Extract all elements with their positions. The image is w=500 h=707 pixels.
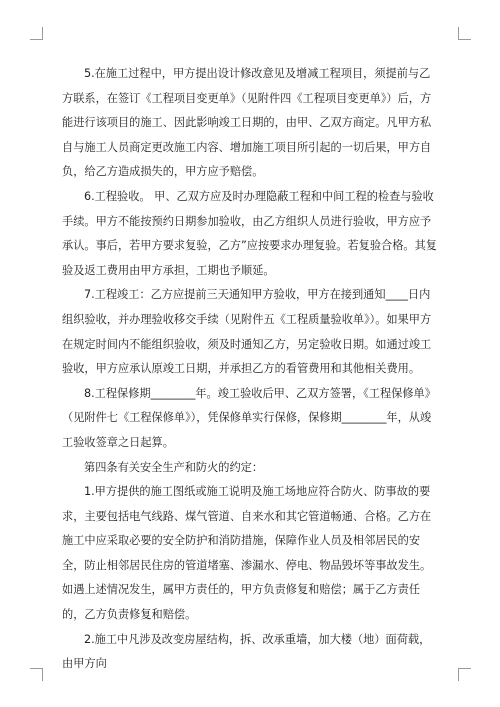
clause-7-completion: 7.工程竣工：乙方应提前三天通知甲方验收，甲方在接到通知____日内组织验收，并办理验收移交手续（见附件五《工程质量验收单》）。如果甲方在规定时间内不能组织验收，须及时通知乙方，另定验收日期。如通过竣工验收，甲方应承认原竣工日期，并承担乙方的看管费用和其他相关费用。 <box>62 288 432 376</box>
clause-5-design-changes: 5.在施工过程中，甲方提出设计修改意见及增减工程项目，须提前与乙方联系，在签订《工程项目变更单》（见附件四《工程项目变更单》）后，方能进行该项目的施工、因此影响竣工日期的，由甲、乙双方商定。凡甲方私自与施工人员商定更改施工内容、增加施工项目所引起的一切后果，甲方自负，给乙方造成损失的，甲方应予赔偿。 <box>62 67 432 179</box>
document-page <box>62 62 441 677</box>
crop-mark-top-left <box>30 27 43 40</box>
article-4-heading: 第四条有关安全生产和防火的约定： <box>84 460 264 474</box>
crop-mark-bottom-left <box>30 668 43 681</box>
clause-8-warranty: 8.工程保修期________年。竣工验收后甲、乙双方签署，《工程保修单》（见附件七《工程保修单》），凭保修单实行保修，保修期________年，从竣工验收签章之日起算。 <box>62 386 436 449</box>
crop-mark-top-right <box>458 27 471 40</box>
clause-6-inspection: 6.工程验收。 甲、乙双方应及时办理隐蔽工程和中间工程的检查与验收手续。甲方不能按预约日期参加验收，由乙方组织人员进行验收，甲方应予承认。事后，若甲方要求复验，乙方”应按要求办理复验。若复验合格。其复验及返工费用由甲方承担，工期也予顺延。 <box>62 189 437 277</box>
safety-clause-1: 1.甲方提供的施工图纸或施工说明及施工场地应符合防火、防事故的要求，主要包括电气线路、煤气管道、自来水和其它管道畅通、合格。乙方在施工中应采取必要的安全防护和消防措施，保障作业人员及相邻居民的安全，防止相邻居民住房的管道堵塞、渗漏水、停电、物品毁坏等事故发生。如遇上述情况发生，属甲方责任的，甲方负责修复和赔偿；属于乙方责任的，乙方负责修复和赔偿。 <box>62 485 432 622</box>
safety-clause-2: 2.施工中凡涉及改变房屋结构，拆、改承重墙，加大楼（地）面荷载，由甲方向 <box>62 632 431 671</box>
crop-mark-bottom-right <box>458 668 471 681</box>
